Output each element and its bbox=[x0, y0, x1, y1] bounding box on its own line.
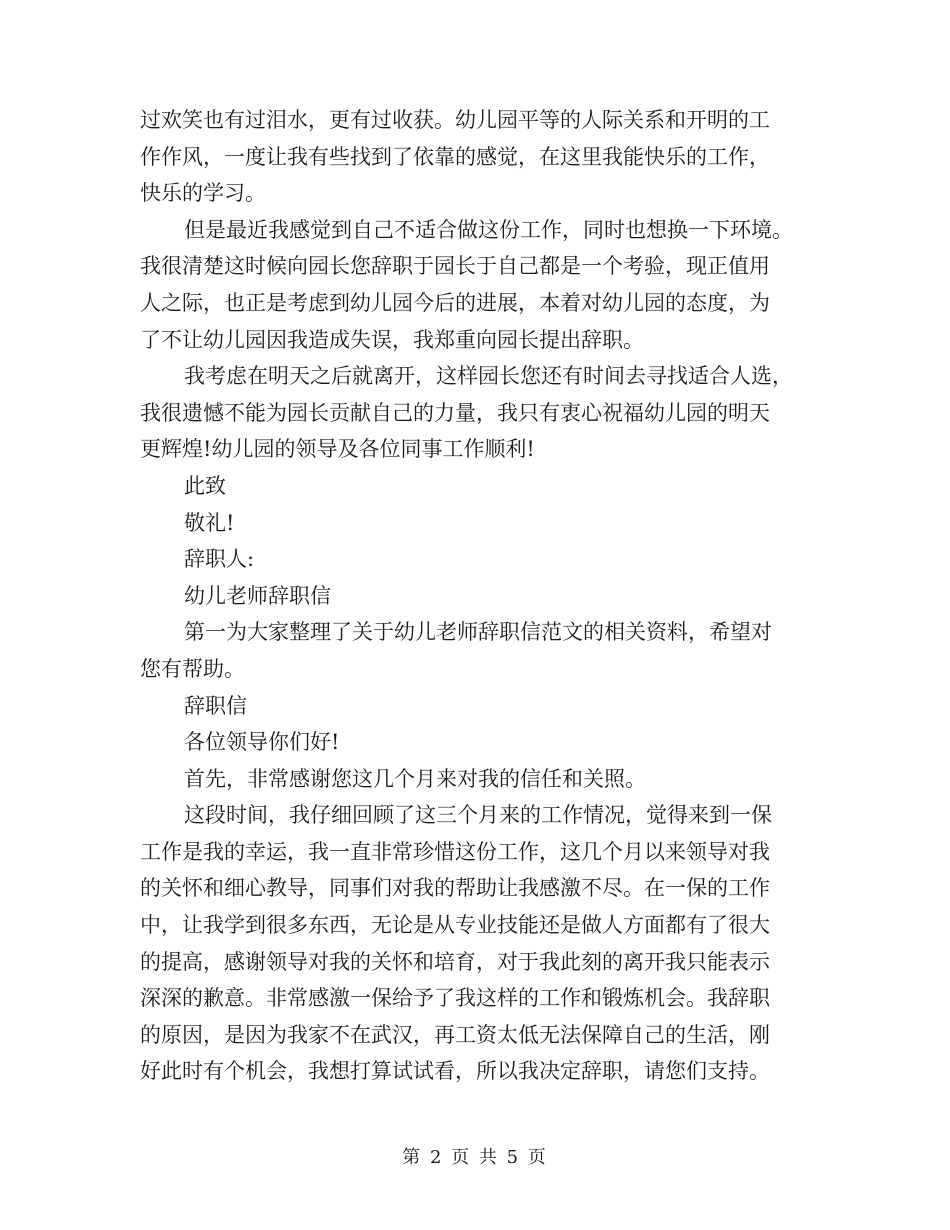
paragraph-line: 作作风，一度让我有些找到了依靠的感觉，在这里我能快乐的工作， bbox=[140, 144, 770, 169]
paragraph-line: 这段时间，我仔细回顾了这三个月来的工作情况，觉得来到一保 bbox=[184, 803, 772, 828]
paragraph-line: 的原因，是因为我家不在武汉，再工资太低无法保障自己的生活，刚 bbox=[140, 1022, 770, 1047]
paragraph-line: 快乐的学习。 bbox=[140, 181, 266, 206]
paragraph-line: 更辉煌!幼儿园的领导及各位同事工作顺利! bbox=[140, 437, 535, 462]
paragraph-line: 幼儿老师辞职信 bbox=[184, 583, 331, 608]
page-number-footer: 第 2 页 共 5 页 bbox=[402, 1147, 548, 1168]
paragraph-line: 过欢笑也有过泪水，更有过收获。幼儿园平等的人际关系和开明的工 bbox=[140, 108, 770, 132]
paragraph-line: 首先，非常感谢您这几个月来对我的信任和关照。 bbox=[184, 766, 646, 791]
paragraph-line: 敬礼! bbox=[184, 510, 235, 535]
paragraph-line: 人之际，也正是考虑到幼儿园今后的进展，本着对幼儿园的态度，为 bbox=[140, 290, 770, 315]
paragraph-line: 我很清楚这时候向园长您辞职于园长于自己都是一个考验，现正值用 bbox=[140, 254, 770, 279]
paragraph bbox=[140, 578, 800, 615]
paragraph-line: 的关怀和细心教导，同事们对我的帮助让我感激不尽。在一保的工作 bbox=[140, 876, 770, 901]
document-body bbox=[140, 102, 800, 1090]
paragraph-line: 了不让幼儿园因我造成失误，我郑重向园长提出辞职。 bbox=[140, 327, 644, 352]
paragraph-line: 深深的歉意。非常感激一保给予了我这样的工作和锻炼机会。我辞职 bbox=[140, 986, 770, 1011]
paragraph bbox=[140, 797, 800, 1090]
paragraph-line: 中，让我学到很多东西，无论是从专业技能还是做人方面都有了很大 bbox=[140, 913, 770, 938]
paragraph-line: 各位领导你们好! bbox=[184, 730, 340, 755]
paragraph bbox=[140, 614, 800, 687]
paragraph bbox=[140, 212, 800, 358]
paragraph bbox=[140, 688, 800, 725]
paragraph-line: 辞职信 bbox=[184, 693, 247, 718]
paragraph-line: 我很遗憾不能为园长贡献自己的力量，我只有衷心祝福幼儿园的明天 bbox=[140, 400, 770, 425]
paragraph bbox=[140, 468, 800, 505]
paragraph-line: 工作是我的幸运，我一直非常珍惜这份工作，这几个月以来领导对我 bbox=[140, 839, 770, 864]
paragraph-line: 此致 bbox=[184, 473, 226, 498]
paragraph bbox=[140, 358, 800, 468]
paragraph bbox=[140, 541, 800, 578]
paragraph-line: 辞职人: bbox=[184, 547, 255, 572]
paragraph-line: 我考虑在明天之后就离开，这样园长您还有时间去寻找适合人选， bbox=[184, 364, 793, 389]
paragraph-line: 的提高，感谢领导对我的关怀和培育，对于我此刻的离开我只能表示 bbox=[140, 949, 770, 974]
paragraph-line: 第一为大家整理了关于幼儿老师辞职信范文的相关资料，希望对 bbox=[184, 620, 772, 645]
paragraph-line: 但是最近我感觉到自己不适合做这份工作，同时也想换一下环境。 bbox=[184, 217, 793, 242]
paragraph bbox=[140, 761, 800, 798]
paragraph bbox=[140, 724, 800, 761]
paragraph-line: 您有帮助。 bbox=[140, 656, 245, 681]
paragraph bbox=[140, 505, 800, 542]
paragraph bbox=[140, 102, 800, 212]
paragraph-line: 好此时有个机会，我想打算试试看，所以我决定辞职，请您们支持。 bbox=[140, 1059, 770, 1084]
